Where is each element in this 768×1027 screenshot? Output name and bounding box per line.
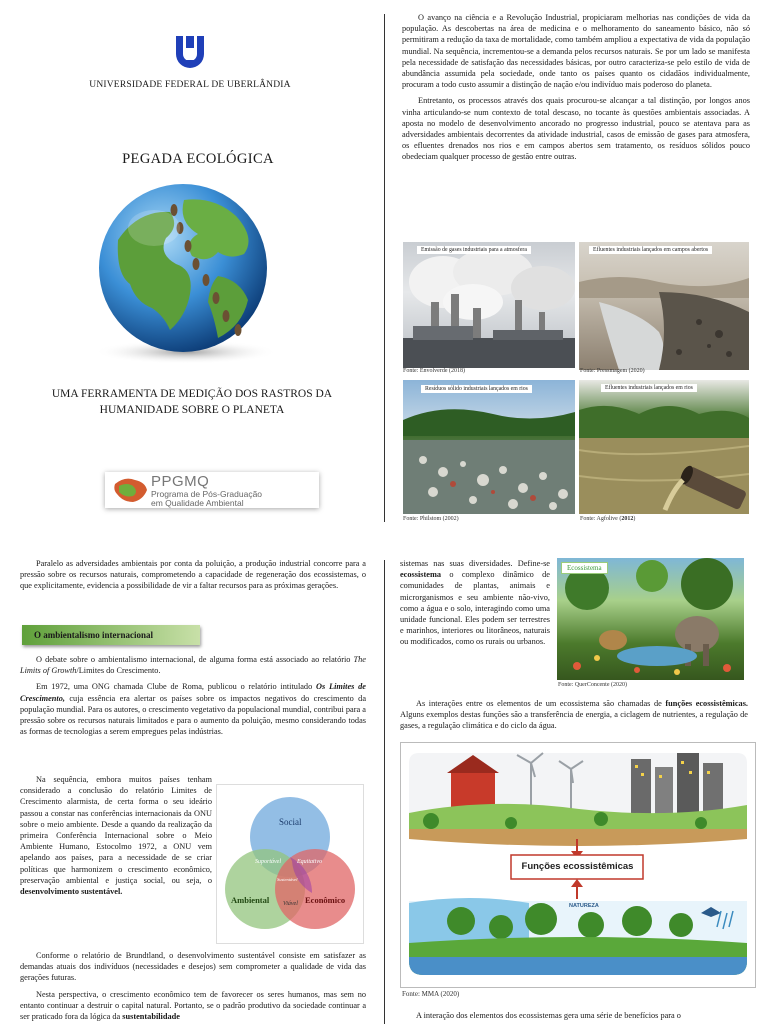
text: /Limites do Crescimento. [76, 666, 161, 676]
globe-footprint-image [88, 180, 284, 366]
ppgmq-logo [105, 472, 319, 508]
page-3-body [20, 654, 366, 742]
ecosystem-label: Ecossistema [561, 562, 608, 574]
text: Alguns exemplos destas funções são a transferência de energia, a ciclagem de nutrientes, a regulação de gases, a regulação climática e do ciclo da água. [400, 710, 748, 731]
text-bold: desenvolvimento sustentável. [20, 887, 123, 897]
cover-page [0, 0, 384, 540]
photo-solid-waste-river [403, 380, 575, 514]
photo-effluents-river [579, 380, 749, 514]
venn-diagram [216, 784, 364, 944]
natureza-label: NATUREZA [569, 903, 599, 909]
university-name: UNIVERSIDADE FEDERAL DE UBERLÂNDIA [89, 80, 291, 90]
photo-source-post: ) [633, 516, 636, 522]
ppgmq-logo-line1: Programa de Pós-Graduação [151, 489, 263, 499]
venn-label-economico: Econômico [305, 895, 346, 905]
photo-effluents-field [579, 242, 749, 370]
paragraph: Conforme o relatório de Brundtland, o desenvolvimento sustentável consiste em satisfazer as demandas atuais dos indivíduos (necessidades e desejos) sem comprometer a qualidade de vida das gerações futuras. [20, 951, 366, 983]
paragraph: Paralelo as adversidades ambientais por conta da poluição, a produção industrial concorre para a pressão sobre os recursos naturais, comprometendo a capacidade de regeneração dos ecossistemas, o que explicitamente, evidencia a possibilidade de vir a faltar recursos para as próximas gerações. [20, 559, 366, 591]
text-italic: The Limits of Growth [20, 655, 366, 676]
text: O debate sobre o ambientalismo internacional, de alguma forma está associado ao relatório [36, 655, 354, 664]
photo-label: Resíduos sólido industriais lançados em rios [421, 385, 532, 393]
ppgmq-logo-line2: em Qualidade Ambiental [151, 498, 244, 508]
text: Em 1972, uma ONG chamada Clube de Roma, publicou o relatório intitulado [36, 682, 317, 692]
photo-source: Fonte: Philstom (2002) [403, 516, 459, 522]
page-4-wrap-column [400, 558, 550, 653]
paragraph [400, 698, 748, 732]
cover-subtitle-line2: HUMANIDADE SOBRE O PLANETA [99, 404, 285, 416]
photo-source-pre: Fonte: Agfolive ( [580, 516, 622, 522]
page-3 [20, 558, 366, 597]
page-divider-top [384, 14, 385, 522]
paragraph: O avanço na ciência e a Revolução Industrial, propiciaram melhorias nas condições de vida da população. As descobertas na área de medicina e o melhoramento do saneamento básico, não só permitiram a redução da taxa de mortalidade, como também ampliou a expectativa de vida da população mundial. Na sequência, incrementou-se a demanda pelos recursos naturais. Se por um lado se manifesta pela necessidade de satisfação das necessidades básicas, por outro caracteriza-se pelo estilo de vida de abundância assumida pela sociedade, onde tanto os países quanto os cidadãos individualmente, procuram a todo custo assumir a distinção de nação e/ou indivíduo mais poderoso do planeta. [402, 13, 750, 90]
venn-label-suportavel: Suportável [255, 859, 281, 865]
ecosystem-image [557, 558, 744, 680]
ecosystem-source: Fonte: QuerConcente (2020) [558, 682, 627, 688]
section-heading [22, 625, 200, 645]
text: Nesta perspectiva, o crescimento econômico tem de favorecer os seres humanos, mas sem no entanto continuar a destruir o capital natural. Portanto, se o padrão produtivo da sociedade continuar a ser praticado fora da lógica da [20, 989, 366, 1022]
brazil-map-icon [111, 476, 149, 504]
functions-source: Fonte: MMA (2020) [402, 990, 460, 998]
photo-source [580, 515, 635, 523]
page-3-wrap-column [20, 774, 212, 902]
page-3-footer [20, 950, 366, 1027]
photo-label: Efluentes industriais lançados em campos abertos [589, 246, 712, 254]
text: cuja essência era alertar os países sobre os impactos negativos do crescimento da população mundial. Para os autores, o crescimento vegetativo da populacional mundial, contribui para a pressão sobre os recursos naturais limitados e para o aumento da poluição, mesmo considerando todas as formas de tecnologias a serem empregues pelas indústrias. [20, 693, 366, 737]
venn-label-ambiental: Ambiental [231, 895, 270, 905]
university-logo [170, 34, 210, 70]
paragraph [20, 681, 366, 737]
page-2 [402, 12, 750, 168]
venn-label-equitativo: Equitativo [297, 859, 322, 865]
text: o complexo dinâmico de comunidades de plantas, animais e microrganismos e seu ambiente não-vivo, como a água e o solo, interagindo como uma unidade funcional. Eles podem ser terrestres e marinhos, interiores ou litorâneos, naturais ou modificados, como os rurais ou urbanos. [400, 570, 550, 647]
venn-label-sustentavel: Sustentável [277, 877, 298, 882]
page-divider-bottom [384, 560, 385, 1024]
ecosystem-functions-figure [400, 742, 756, 988]
text-bold: sustentabilidade [122, 1012, 180, 1022]
ppgmq-logo-text: PPGMQ [151, 473, 210, 490]
paragraph: Entretanto, os processos através dos quais procurou-se alcançar a tal distinção, por longos anos vinha articulando-se num contexto de total descaso, no tocante às questões ambientais associadas. A aposta no modelo de desenvolvimento ancorado no progresso industrial, pouco se atentava para as adversidades ambientais decorrentes da atividade industrial, casos de emissão de gases para atmosfera, os efluentes drenados nos rios e em campos abertos sem tratamento, os resíduos sólidos pouco obedeciam qualquer processo de gestão entre outras. [402, 96, 750, 162]
photo-source: Fonte: Envolverde (2018) [403, 368, 465, 374]
page-4-body [400, 698, 748, 737]
venn-label-social: Social [279, 817, 302, 827]
text-bold-italic: Os Limites de Crescimento, [20, 682, 366, 703]
cover-subtitle-line1: UMA FERRAMENTA DE MEDIÇÃO DOS RASTROS DA [51, 388, 333, 400]
venn-label-viavel: Viável [283, 901, 298, 907]
section-heading-text: O ambientalismo internacional [34, 630, 153, 640]
text-bold: ecossistema [400, 570, 442, 580]
functions-label: Funções ecossistêmicas [521, 861, 634, 872]
cover-title: PEGADA ECOLÓGICA [122, 151, 274, 167]
paragraph: A interação dos elementos dos ecossistemas gera uma série de benefícios para o [416, 1011, 681, 1020]
photo-label: Emissão de gases industriais para a atmosfera [417, 246, 531, 254]
paragraph [400, 558, 550, 648]
text: Na sequência, embora muitos países tenham considerado a conclusão do relatório Limites de Crescimento alarmista, de certa forma o seu ideário passou a constar nas conferências internacionais da ONU sobre o meio ambiente. Desde a quando da realização da primeira Conferência Internacional sobre o Meio Ambiente Humano, Estocolmo 1972, a ONU vem apelando aos países, para a necessidade de se criar políticas que harmonizem o crescimento econômico, preservação ambiental e justiça social, ou seja, o [20, 775, 212, 885]
photo-source-year: 2012 [621, 516, 634, 522]
photo-gas-emission [403, 242, 575, 368]
paragraph [20, 989, 366, 1023]
paragraph [20, 654, 366, 676]
text: As interações entre os elementos de um ecossistema são chamadas de [416, 699, 666, 708]
text-bold: funções ecossistêmicas. [665, 699, 748, 708]
photo-label: Efluentes industriais lançados em rios [601, 384, 697, 392]
photo-source: Fonte: Pressmagem (2020) [580, 368, 645, 374]
paragraph [20, 774, 212, 897]
text: sistemas nas suas diversidades. Define-se [400, 559, 550, 568]
